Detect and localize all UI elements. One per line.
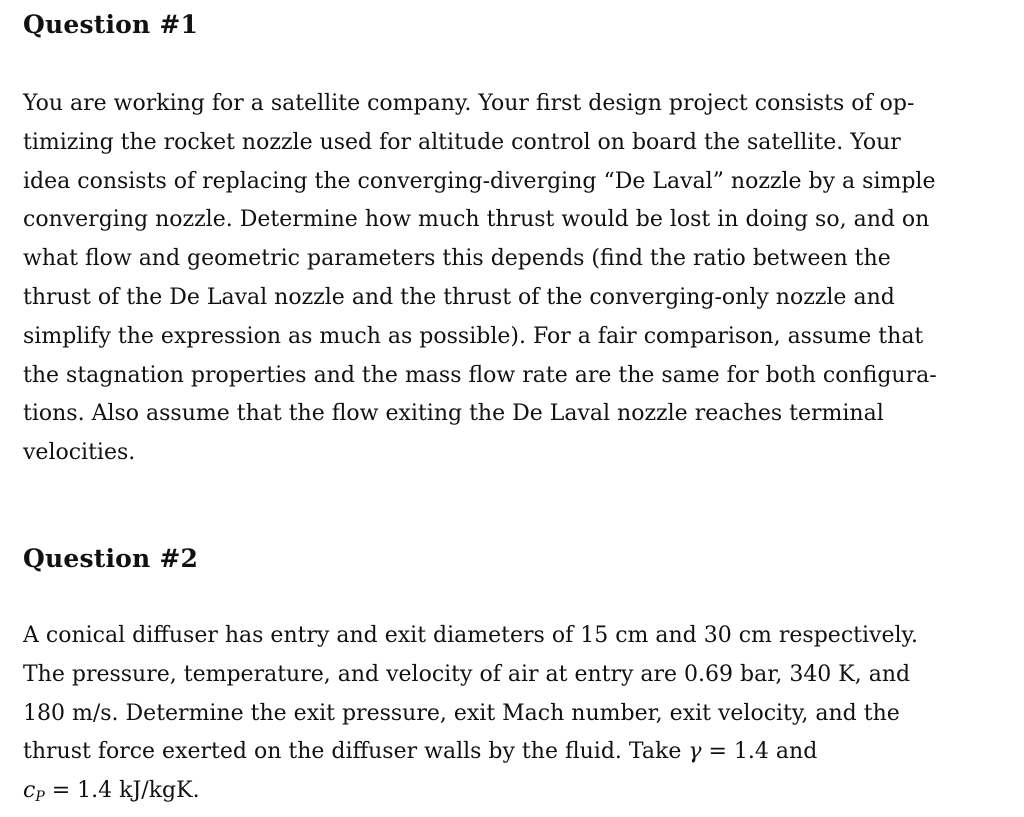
question-1-heading: Question #1: [23, 10, 199, 39]
question-1-line: tions. Also assume that the flow exiting the De Laval nozzle reaches terminal: [23, 401, 884, 427]
question-2-line: 180 m/s. Determine the exit pressure, exit Mach number, exit velocity, and the: [23, 700, 900, 726]
cp-symbol: c: [23, 778, 36, 804]
gamma-symbol: γ: [688, 739, 702, 765]
question-1-line: the stagnation properties and the mass flow rate are the same for both configura-: [23, 362, 937, 388]
question-1-body: [23, 85, 937, 473]
question-1-line: thrust of the De Laval nozzle and the thrust of the converging-only nozzle and: [23, 284, 895, 310]
question-2-heading: Question #2: [23, 544, 199, 573]
question-2-body: [23, 617, 918, 813]
cp-line: [23, 772, 918, 813]
question-2-line: A conical diffuser has entry and exit diameters of 15 cm and 30 cm respectively.: [23, 623, 919, 648]
question-1-line: converging nozzle. Determine how much thrust would be lost in doing so, and on: [23, 207, 930, 233]
question-2-line: The pressure, temperature, and velocity of air at entry are 0.69 bar, 340 K, and: [23, 661, 911, 687]
gamma-value: = 1.4 and: [708, 739, 818, 765]
question-1-line: idea consists of replacing the converging-diverging “De Laval” nozzle by a simple: [23, 168, 936, 194]
question-1-line: simplify the expression as much as possible). For a fair comparison, assume that: [23, 323, 924, 349]
question-2-line-text: thrust force exerted on the diffuser walls by the fluid. Take: [23, 739, 682, 765]
question-1-line: timizing the rocket nozzle used for altitude control on board the satellite. Your: [23, 129, 901, 155]
question-1-line: You are working for a satellite company. Your first design project consists of op-: [23, 91, 915, 116]
cp-value: = 1.4 kJ/kgK.: [51, 778, 200, 804]
question-2-line: [23, 733, 918, 772]
question-1-line: what flow and geometric parameters this depends (find the ratio between the: [23, 246, 891, 272]
question-1-line: velocities.: [23, 440, 136, 466]
cp-subscript: P: [35, 789, 45, 806]
